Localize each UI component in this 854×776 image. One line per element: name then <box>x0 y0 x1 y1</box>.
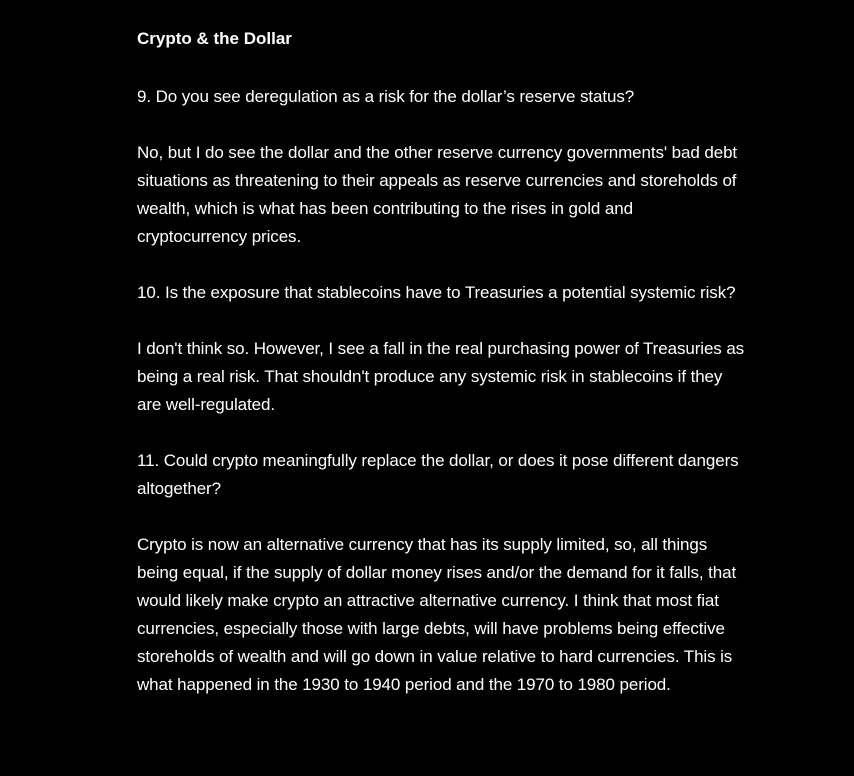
question-10: 10. Is the exposure that stablecoins have to Treasuries a potential systemic risk? <box>137 283 736 302</box>
answer-9: No, but I do see the dollar and the other reserve currency governments' bad debt situations as threatening to their appeals as reserve currencies and storeholds of wealth, which is what has been contributing to the rises in gold and cryptocurrency prices. <box>137 143 738 246</box>
article-body <box>137 27 747 727</box>
answer-11: Crypto is now an alternative currency that has its supply limited, so, all things being equal, if the supply of dollar money rises and/or the demand for it falls, that would likely make crypto an attractive alternative currency. I think that most fiat currencies, especially those with large debts, will have problems being effective storeholds of wealth and will go down in value relative to hard currencies. This is what happened in the 1930 to 1940 period and the 1970 to 1980 period. <box>137 535 737 694</box>
section-heading: Crypto & the Dollar <box>137 29 292 48</box>
question-9: 9. Do you see deregulation as a risk for the dollar’s reserve status? <box>137 87 635 106</box>
question-11: 11. Could crypto meaningfully replace the dollar, or does it pose different dangers altogether? <box>137 451 739 498</box>
answer-10: I don't think so. However, I see a fall in the real purchasing power of Treasuries as being a real risk. That shouldn't produce any systemic risk in stablecoins if they are well-regulated. <box>137 339 745 414</box>
